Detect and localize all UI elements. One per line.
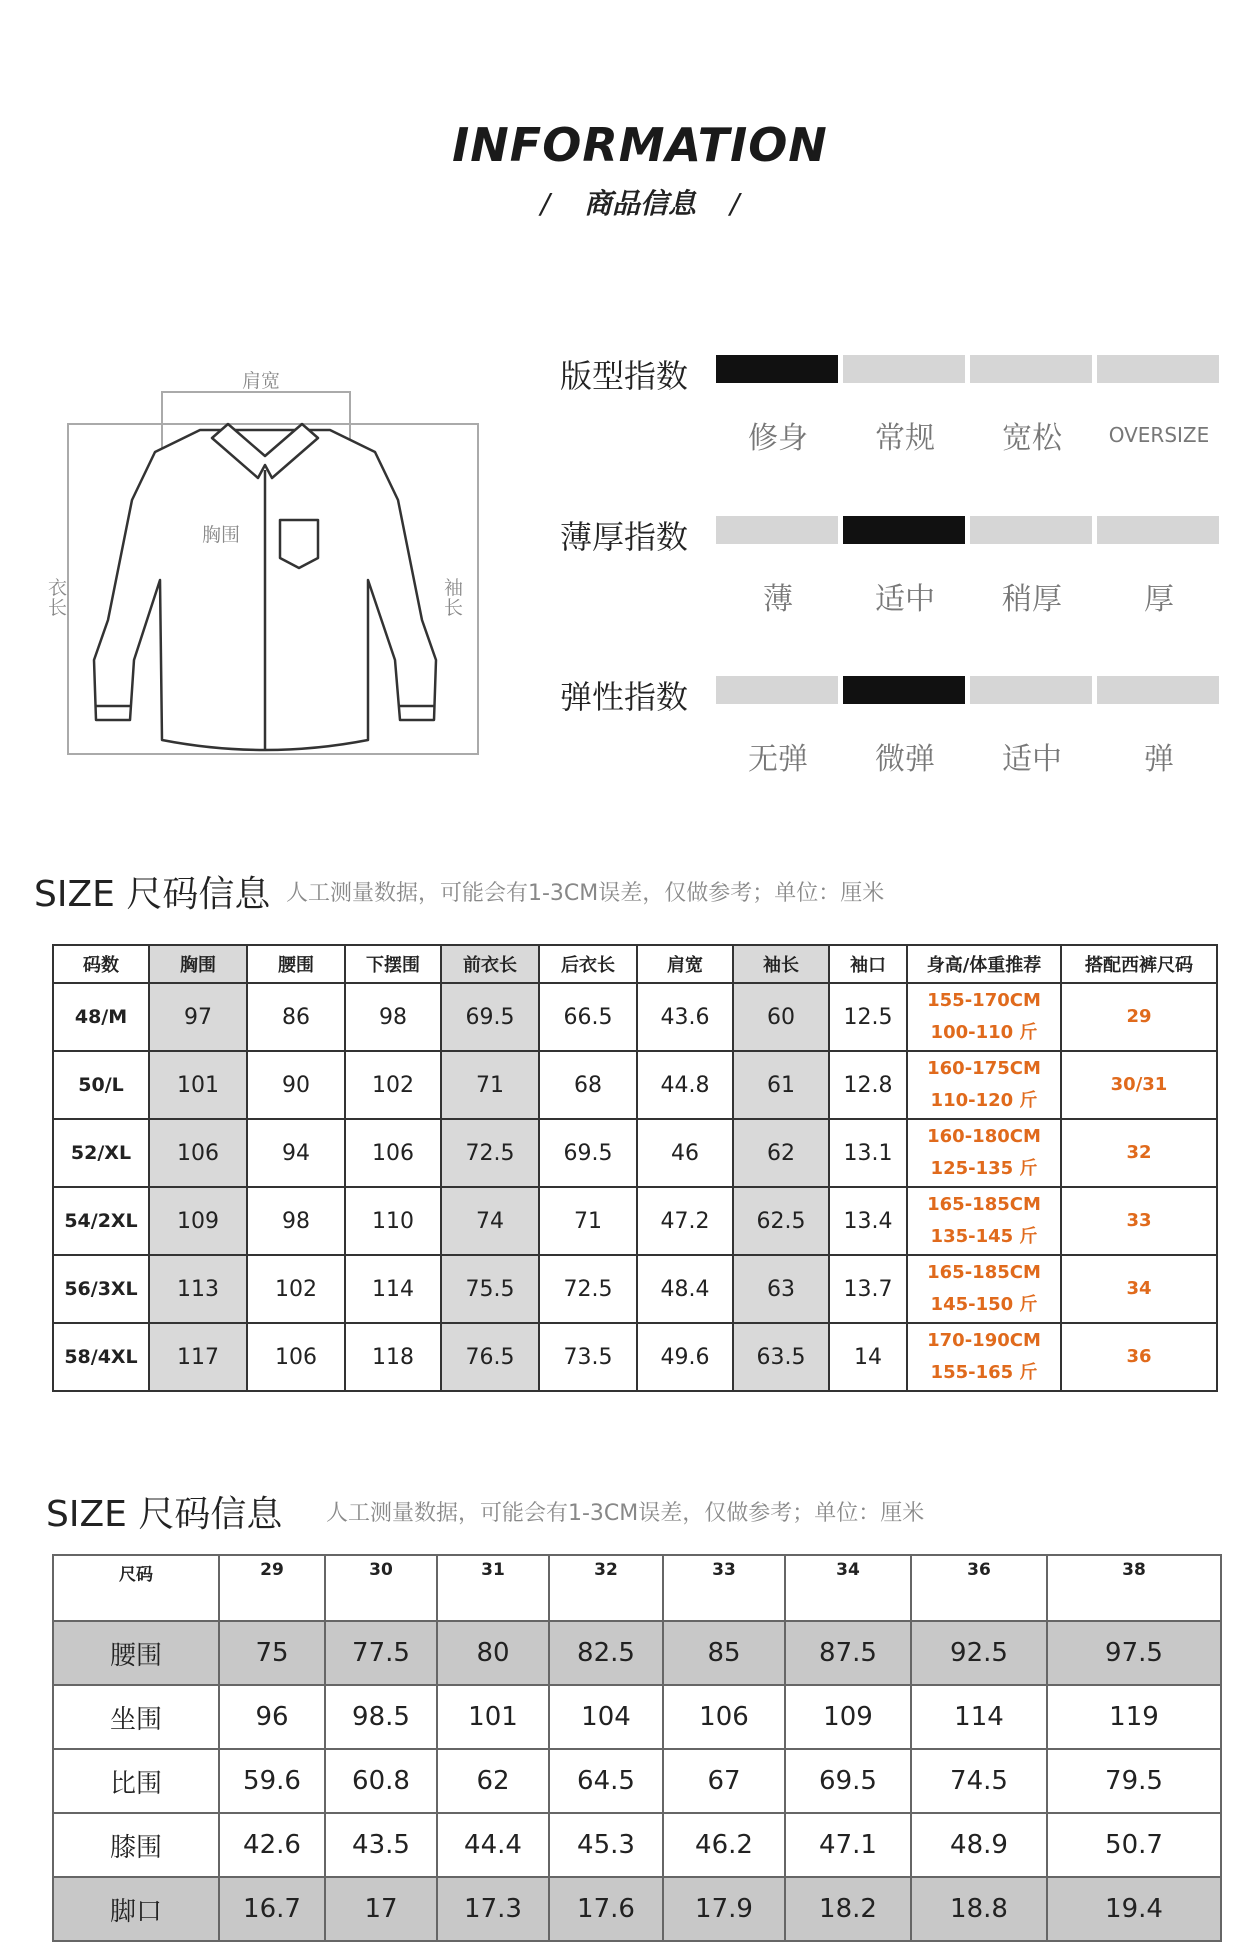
shirt-size-title: SIZE 尺码信息 xyxy=(34,874,271,915)
size-cell: 58/4XL xyxy=(53,1323,149,1391)
table-cell: 92.5 xyxy=(911,1621,1047,1685)
table-cell: 62 xyxy=(733,1119,829,1187)
table-cell: 106 xyxy=(663,1685,785,1749)
index-bar xyxy=(0,355,1240,383)
shoulder-label: 肩宽 xyxy=(242,370,281,392)
table-cell: 67 xyxy=(663,1749,785,1813)
table-cell: 86 xyxy=(247,983,345,1051)
table-cell: 72.5 xyxy=(441,1119,539,1187)
height-range: 160-180CM xyxy=(927,1126,1041,1147)
pants-size-cell: 32 xyxy=(1061,1119,1217,1187)
table-row xyxy=(53,1187,1217,1255)
table-cell: 12.5 xyxy=(829,983,907,1051)
table-cell: 60.8 xyxy=(325,1749,437,1813)
table-cell: 117 xyxy=(149,1323,247,1391)
table-cell: 110 xyxy=(345,1187,441,1255)
table-cell: 80 xyxy=(437,1621,549,1685)
height-range: 165-185CM xyxy=(927,1194,1041,1215)
table-cell: 102 xyxy=(247,1255,345,1323)
index-segment xyxy=(970,676,1092,704)
table-cell: 94 xyxy=(247,1119,345,1187)
table-header-cell: 搭配西裤尺码 xyxy=(1061,945,1217,983)
pants-size-cell: 30/31 xyxy=(1061,1051,1217,1119)
index-label: 弹性指数 xyxy=(560,678,689,716)
table-cell: 13.1 xyxy=(829,1119,907,1187)
table-cell: 75.5 xyxy=(441,1255,539,1323)
table-cell: 113 xyxy=(149,1255,247,1323)
table-cell: 44.8 xyxy=(637,1051,733,1119)
row-label: 比围 xyxy=(53,1749,219,1813)
table-header-cell: 29 xyxy=(219,1555,325,1621)
index-option: 稍厚 xyxy=(1002,582,1062,617)
index-bar xyxy=(0,516,1240,544)
table-row xyxy=(53,1749,1221,1813)
table-cell: 12.8 xyxy=(829,1051,907,1119)
index-option: 修身 xyxy=(748,421,808,456)
table-cell: 69.5 xyxy=(441,983,539,1051)
table-cell: 106 xyxy=(149,1119,247,1187)
row-label: 脚口 xyxy=(53,1877,219,1941)
table-cell: 82.5 xyxy=(549,1621,663,1685)
pants-size-title: SIZE 尺码信息 xyxy=(46,1494,283,1535)
table-cell: 71 xyxy=(539,1187,637,1255)
weight-range: 135-145 斤 xyxy=(930,1226,1038,1247)
table-header-cell: 前衣长 xyxy=(441,945,539,983)
index-label: 版型指数 xyxy=(560,357,689,395)
table-cell: 98 xyxy=(345,983,441,1051)
table-cell: 101 xyxy=(437,1685,549,1749)
table-row xyxy=(53,1255,1217,1323)
index-label: 薄厚指数 xyxy=(560,518,689,556)
table-cell: 104 xyxy=(549,1685,663,1749)
table-cell: 42.6 xyxy=(219,1813,325,1877)
table-cell: 45.3 xyxy=(549,1813,663,1877)
table-cell: 17.6 xyxy=(549,1877,663,1941)
index-option: 适中 xyxy=(875,582,935,617)
table-cell: 50.7 xyxy=(1047,1813,1221,1877)
table-header-cell: 38 xyxy=(1047,1555,1221,1621)
table-header-cell: 31 xyxy=(437,1555,549,1621)
table-cell: 77.5 xyxy=(325,1621,437,1685)
index-segment xyxy=(1097,516,1219,544)
table-cell: 63 xyxy=(733,1255,829,1323)
table-cell: 98.5 xyxy=(325,1685,437,1749)
table-cell: 60 xyxy=(733,983,829,1051)
table-cell: 68 xyxy=(539,1051,637,1119)
table-cell: 14 xyxy=(829,1323,907,1391)
table-cell: 62.5 xyxy=(733,1187,829,1255)
size-cell: 48/M xyxy=(53,983,149,1051)
table-cell: 73.5 xyxy=(539,1323,637,1391)
table-cell: 69.5 xyxy=(539,1119,637,1187)
slash-left: / xyxy=(540,187,550,220)
index-option: 宽松 xyxy=(1002,421,1062,456)
table-cell: 64.5 xyxy=(549,1749,663,1813)
table-cell: 48.4 xyxy=(637,1255,733,1323)
table-cell: 16.7 xyxy=(219,1877,325,1941)
index-option: 微弹 xyxy=(875,742,935,777)
row-label: 坐围 xyxy=(53,1685,219,1749)
table-cell: 69.5 xyxy=(785,1749,911,1813)
table-row xyxy=(53,1813,1221,1877)
table-cell: 18.2 xyxy=(785,1877,911,1941)
subtitle-text: 商品信息 xyxy=(583,187,696,220)
index-segment xyxy=(843,355,965,383)
table-row xyxy=(53,1323,1217,1391)
weight-range: 125-135 斤 xyxy=(930,1158,1038,1179)
table-header-cell: 下摆围 xyxy=(345,945,441,983)
size-cell: 56/3XL xyxy=(53,1255,149,1323)
table-cell: 17.3 xyxy=(437,1877,549,1941)
index-segment xyxy=(1097,676,1219,704)
table-cell: 106 xyxy=(247,1323,345,1391)
table-cell: 48.9 xyxy=(911,1813,1047,1877)
table-cell: 17.9 xyxy=(663,1877,785,1941)
table-row xyxy=(53,1119,1217,1187)
recommend-cell xyxy=(907,983,1061,1051)
chest-label: 胸围 xyxy=(202,524,241,546)
table-header-cell: 胸围 xyxy=(149,945,247,983)
index-bar xyxy=(0,676,1240,704)
index-segment xyxy=(716,676,838,704)
size-cell: 54/2XL xyxy=(53,1187,149,1255)
table-header-cell: 36 xyxy=(911,1555,1047,1621)
table-cell: 49.6 xyxy=(637,1323,733,1391)
table-cell: 87.5 xyxy=(785,1621,911,1685)
table-cell: 46.2 xyxy=(663,1813,785,1877)
table-cell: 114 xyxy=(345,1255,441,1323)
table-header-cell: 腰围 xyxy=(247,945,345,983)
table-row xyxy=(53,1685,1221,1749)
pants-size-cell: 34 xyxy=(1061,1255,1217,1323)
table-header-cell: 32 xyxy=(549,1555,663,1621)
table-header-cell: 袖口 xyxy=(829,945,907,983)
weight-range: 110-120 斤 xyxy=(930,1090,1038,1111)
pants-size-table xyxy=(52,1554,1222,1942)
shirt-size-note: 人工测量数据，可能会有1-3CM误差，仅做参考；单位：厘米 xyxy=(286,881,885,906)
table-cell: 75 xyxy=(219,1621,325,1685)
table-cell: 97 xyxy=(149,983,247,1051)
table-cell: 43.5 xyxy=(325,1813,437,1877)
table-cell: 46 xyxy=(637,1119,733,1187)
index-option: 弹 xyxy=(1144,742,1174,777)
table-cell: 62 xyxy=(437,1749,549,1813)
table-header-cell: 后衣长 xyxy=(539,945,637,983)
index-option: OVERSIZE xyxy=(1108,423,1210,447)
index-segment-selected xyxy=(843,676,965,704)
shirt-size-table xyxy=(52,944,1218,1392)
table-cell: 47.2 xyxy=(637,1187,733,1255)
table-cell: 74.5 xyxy=(911,1749,1047,1813)
table-header-row xyxy=(53,1555,1221,1621)
table-header-cell: 身高/体重推荐 xyxy=(907,945,1061,983)
table-cell: 85 xyxy=(663,1621,785,1685)
table-row xyxy=(53,1877,1221,1941)
sleeve-label: 袖长 xyxy=(444,577,464,619)
table-cell: 43.6 xyxy=(637,983,733,1051)
table-header-cell: 30 xyxy=(325,1555,437,1621)
table-header-cell: 码数 xyxy=(53,945,149,983)
index-option: 无弹 xyxy=(748,742,808,777)
table-cell: 61 xyxy=(733,1051,829,1119)
table-cell: 96 xyxy=(219,1685,325,1749)
recommend-cell xyxy=(907,1323,1061,1391)
index-option: 适中 xyxy=(1002,742,1062,777)
table-cell: 90 xyxy=(247,1051,345,1119)
page-subtitle xyxy=(0,182,1240,222)
table-cell: 59.6 xyxy=(219,1749,325,1813)
table-cell: 79.5 xyxy=(1047,1749,1221,1813)
recommend-cell xyxy=(907,1119,1061,1187)
table-cell: 76.5 xyxy=(441,1323,539,1391)
table-cell: 109 xyxy=(785,1685,911,1749)
table-cell: 74 xyxy=(441,1187,539,1255)
table-cell: 106 xyxy=(345,1119,441,1187)
table-cell: 44.4 xyxy=(437,1813,549,1877)
table-cell: 71 xyxy=(441,1051,539,1119)
weight-range: 100-110 斤 xyxy=(930,1022,1038,1043)
table-header-cell: 33 xyxy=(663,1555,785,1621)
index-segment xyxy=(970,355,1092,383)
table-cell: 101 xyxy=(149,1051,247,1119)
table-cell: 98 xyxy=(247,1187,345,1255)
weight-range: 145-150 斤 xyxy=(930,1294,1038,1315)
table-cell: 119 xyxy=(1047,1685,1221,1749)
row-label: 腰围 xyxy=(53,1621,219,1685)
table-cell: 47.1 xyxy=(785,1813,911,1877)
height-range: 160-175CM xyxy=(927,1058,1041,1079)
index-segment-selected xyxy=(843,516,965,544)
table-cell: 17 xyxy=(325,1877,437,1941)
table-header-cell: 34 xyxy=(785,1555,911,1621)
pants-size-cell: 29 xyxy=(1061,983,1217,1051)
slash-right: / xyxy=(730,187,740,220)
table-cell: 13.7 xyxy=(829,1255,907,1323)
table-cell: 114 xyxy=(911,1685,1047,1749)
size-cell: 52/XL xyxy=(53,1119,149,1187)
index-option: 薄 xyxy=(763,582,793,617)
index-segment xyxy=(970,516,1092,544)
table-cell: 109 xyxy=(149,1187,247,1255)
recommend-cell xyxy=(907,1051,1061,1119)
index-option: 厚 xyxy=(1144,582,1174,617)
height-range: 170-190CM xyxy=(927,1330,1041,1351)
index-segment xyxy=(1097,355,1219,383)
table-cell: 13.4 xyxy=(829,1187,907,1255)
table-cell: 66.5 xyxy=(539,983,637,1051)
index-segment xyxy=(716,516,838,544)
table-row xyxy=(53,1051,1217,1119)
table-cell: 19.4 xyxy=(1047,1877,1221,1941)
pants-size-note: 人工测量数据，可能会有1-3CM误差，仅做参考；单位：厘米 xyxy=(326,1501,925,1526)
recommend-cell xyxy=(907,1187,1061,1255)
table-row xyxy=(53,983,1217,1051)
height-range: 165-185CM xyxy=(927,1262,1041,1283)
index-option: 常规 xyxy=(875,421,935,456)
height-range: 155-170CM xyxy=(927,990,1041,1011)
recommend-cell xyxy=(907,1255,1061,1323)
length-label: 衣长 xyxy=(48,577,68,619)
table-cell: 118 xyxy=(345,1323,441,1391)
table-header-cell: 尺码 xyxy=(53,1555,219,1621)
table-cell: 63.5 xyxy=(733,1323,829,1391)
table-cell: 102 xyxy=(345,1051,441,1119)
pants-size-cell: 33 xyxy=(1061,1187,1217,1255)
row-label: 膝围 xyxy=(53,1813,219,1877)
size-cell: 50/L xyxy=(53,1051,149,1119)
index-segment-selected xyxy=(716,355,838,383)
table-row xyxy=(53,1621,1221,1685)
table-cell: 18.8 xyxy=(911,1877,1047,1941)
table-cell: 97.5 xyxy=(1047,1621,1221,1685)
weight-range: 155-165 斤 xyxy=(930,1362,1038,1383)
table-header-cell: 袖长 xyxy=(733,945,829,983)
page-title: INFORMATION xyxy=(452,118,828,172)
pants-size-cell: 36 xyxy=(1061,1323,1217,1391)
table-header-cell: 肩宽 xyxy=(637,945,733,983)
table-cell: 72.5 xyxy=(539,1255,637,1323)
